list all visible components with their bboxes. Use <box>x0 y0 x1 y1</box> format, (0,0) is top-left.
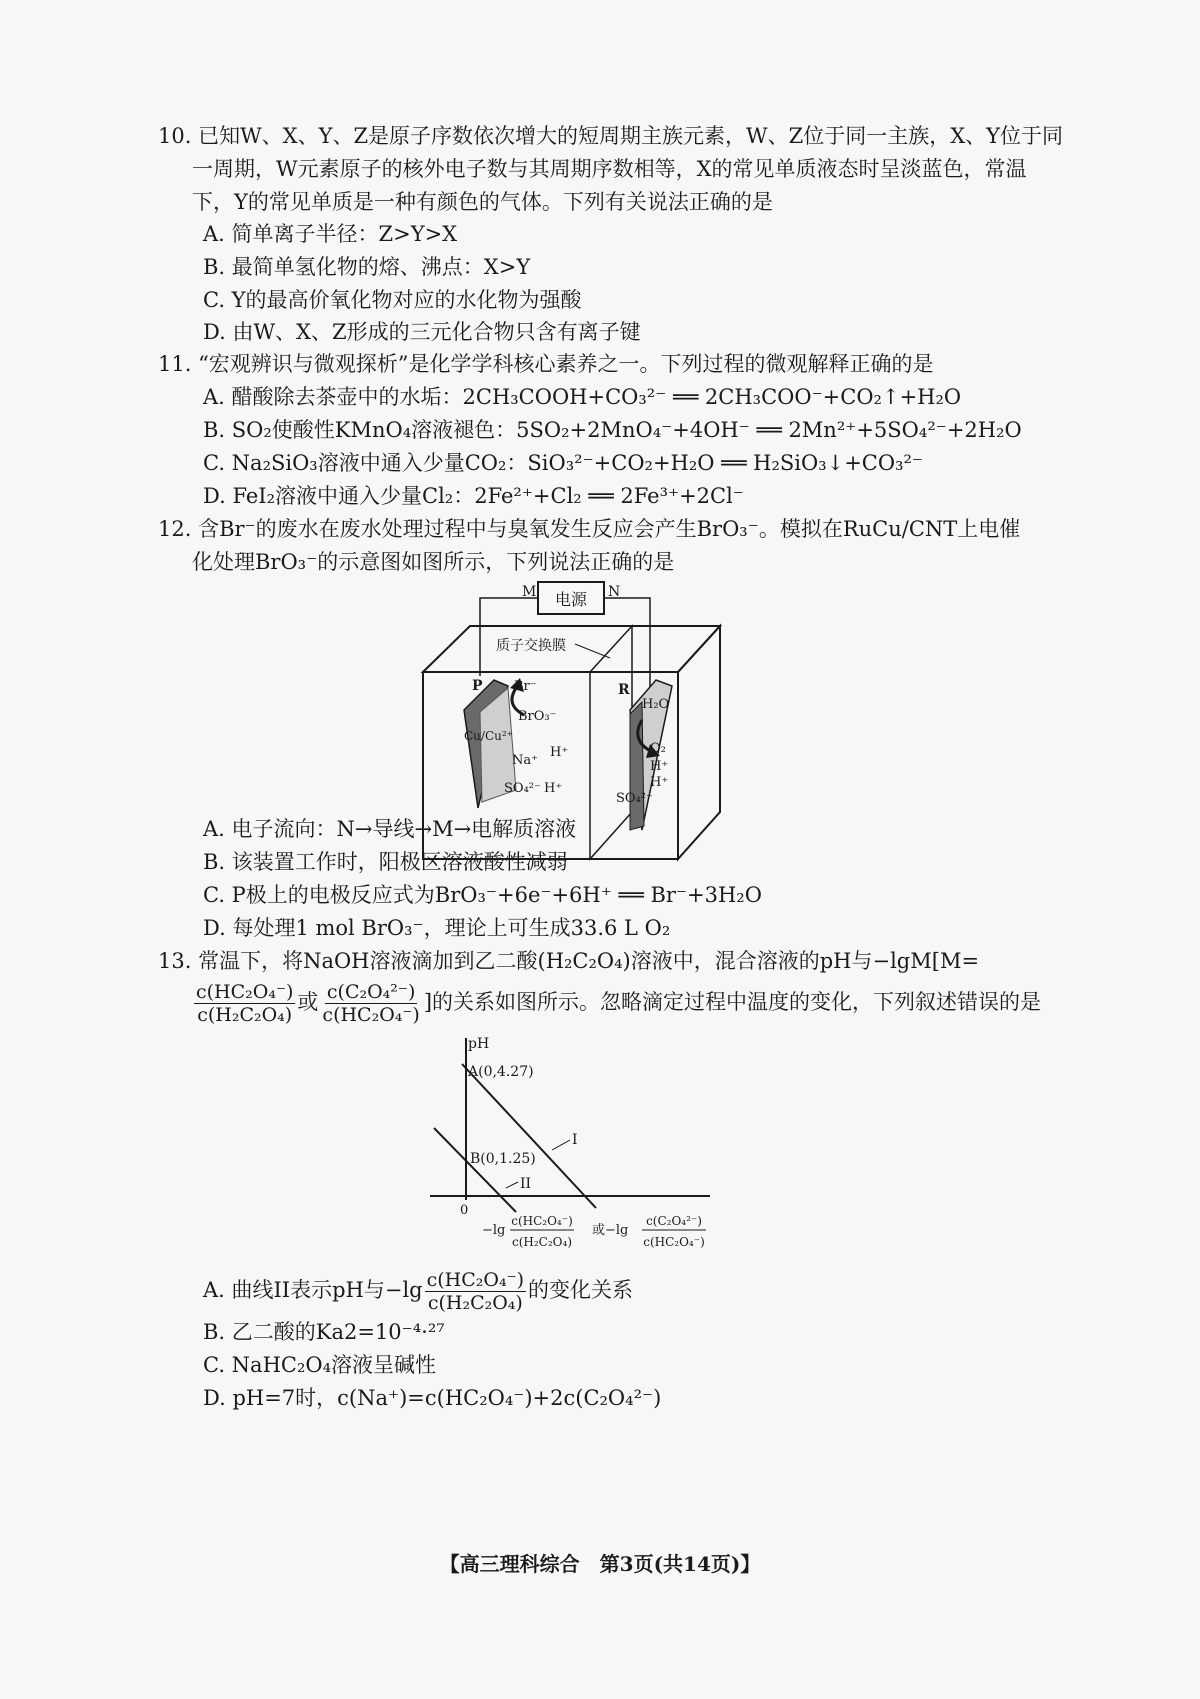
q11-option-d: D. FeI₂溶液中通入少量Cl₂：2Fe²⁺+Cl₂ ══ 2Fe³⁺+2Cl⁻ <box>203 484 744 508</box>
point-a-label: A(0,4.27) <box>468 1064 534 1080</box>
x-label-frac2-num: c(C₂O₄²⁻) <box>646 1214 702 1228</box>
species-so4-left: SO₄²⁻ <box>504 781 541 796</box>
q13-stem-line-2 <box>192 977 1041 1027</box>
x-label-or: 或−lg <box>592 1223 629 1238</box>
q13-option-a-suffix: 的变化关系 <box>528 1278 634 1302</box>
q13-stem-tail: ]的关系如图所示。忽略滴定过程中温度的变化，下列叙述错误的是 <box>423 990 1042 1014</box>
q12-option-d: D. 每处理1 mol BrO₃⁻，理论上可生成33.6 L O₂ <box>203 916 671 940</box>
proton-exchange-membrane <box>590 626 632 859</box>
q12-option-c: C. P极上的电极反应式为BrO₃⁻+6e⁻+6H⁺ ══ Br⁻+3H₂O <box>203 883 762 907</box>
q10-option-a: A. 简单离子半径：Z>Y>X <box>203 222 458 246</box>
page-footer: 【高三理科综合 第3页(共14页)】 <box>439 1552 761 1576</box>
q13-option-a-fraction <box>425 1269 526 1314</box>
terminal-n-label: N <box>608 584 621 600</box>
ratio-hc2o4-over-h2c2o4 <box>194 981 295 1026</box>
x-label-frac1-num: c(HC₂O₄⁻) <box>511 1214 573 1228</box>
or-text: 或 <box>297 990 319 1014</box>
terminal-m-label: M <box>522 584 537 600</box>
electrode-r-label: R <box>618 682 630 698</box>
cell-right-face <box>678 626 720 859</box>
point-b-label: B(0,1.25) <box>470 1151 536 1167</box>
q11-option-c: C. Na₂SiO₃溶液中通入少量CO₂：SiO₃²⁻+CO₂+H₂O ══ H₂SiO₃↓+CO₃²⁻ <box>203 451 924 475</box>
species-bro3: BrO₃⁻ <box>518 709 557 724</box>
species-br: Br⁻ <box>514 679 537 694</box>
cell-top-face <box>423 626 720 672</box>
species-o2: O₂ <box>650 741 666 756</box>
species-na: Na⁺ <box>512 753 538 768</box>
q10-stem-line-3: 下，Y的常见单质是一种有颜色的气体。下列有关说法正确的是 <box>192 190 773 214</box>
frac2-denominator: c(HC₂O₄⁻) <box>322 1004 420 1026</box>
q12-option-b: B. 该装置工作时，阳极区溶液酸性减弱 <box>203 850 568 874</box>
electrode-p-label: P <box>472 678 483 694</box>
species-so4-right: SO₄²⁻ <box>616 791 653 806</box>
species-h2o: H₂O <box>642 697 670 712</box>
q13-option-a <box>203 1268 633 1314</box>
frac1-numerator: c(HC₂O₄⁻) <box>196 981 294 1003</box>
frac2-numerator: c(C₂O₄²⁻) <box>326 981 416 1003</box>
q11-option-b: B. SO₂使酸性KMnO₄溶液褪色：5SO₂+2MnO₄⁻+4OH⁻ ══ 2Mn²⁺+5SO₄²⁻+2H₂O <box>203 418 1022 442</box>
x-label-prefix: −lg <box>482 1223 506 1238</box>
curve-ii-label: II <box>520 1176 532 1192</box>
ratio-c2o4-over-hc2o4 <box>320 981 421 1026</box>
q10-option-c: C. Y的最高价氧化物对应的水化物为强酸 <box>203 288 582 312</box>
y-axis-label: pH <box>468 1036 490 1052</box>
q13-option-c: C. NaHC₂O₄溶液呈碱性 <box>203 1353 436 1377</box>
catalyst-label: Cu/Cu²⁺ <box>464 729 514 743</box>
option-a-frac-denominator: c(H₂C₂O₄) <box>427 1292 523 1314</box>
origin-label: 0 <box>460 1203 469 1218</box>
curve-ii-pointer <box>506 1182 518 1188</box>
q10-option-b: B. 最简单氢化物的熔、沸点：X>Y <box>203 255 531 279</box>
option-a-frac-numerator: c(HC₂O₄⁻) <box>426 1269 525 1291</box>
x-label-frac1-den: c(H₂C₂O₄) <box>512 1235 572 1249</box>
curve-i-label: I <box>572 1132 578 1148</box>
x-label-frac2-den: c(HC₂O₄⁻) <box>643 1235 705 1249</box>
ph-graph <box>420 1032 750 1254</box>
power-source-label: 电源 <box>554 590 588 609</box>
wire-m <box>480 598 538 676</box>
membrane-label: 质子交换膜 <box>496 638 566 654</box>
species-h-right-1: H⁺ <box>650 759 669 774</box>
q13-option-a-prefix: A. 曲线II表示pH与−lg <box>203 1278 423 1302</box>
curve-i-pointer <box>552 1140 570 1150</box>
q12-option-a: A. 电子流向：N→导线→M→电解质溶液 <box>203 817 577 841</box>
q10-stem-line-2: 一周期，W元素原子的核外电子数与其周期序数相等，X的常见单质液态时呈淡蓝色，常温 <box>192 157 1027 181</box>
q13-option-d: D. pH=7时，c(Na⁺)=c(HC₂O₄⁻)+2c(C₂O₄²⁻) <box>203 1386 662 1410</box>
curve-ii <box>434 1128 516 1212</box>
q10-option-d: D. 由W、X、Z形成的三元化合物只含有离子键 <box>203 320 641 344</box>
frac1-denominator: c(H₂C₂O₄) <box>197 1004 293 1026</box>
q13-stem-line-1: 13. 常温下，将NaOH溶液滴加到乙二酸(H₂C₂O₄)溶液中，混合溶液的pH与−lgM[M= <box>158 949 980 973</box>
q10-stem-line-1: 10. 已知W、X、Y、Z是原子序数依次增大的短周期主族元素，W、Z位于同一主族，X、Y位于同 <box>158 124 1064 148</box>
wire-n <box>604 598 650 690</box>
species-h-right-2: H⁺ <box>650 775 669 790</box>
q13-option-b: B. 乙二酸的Ka2=10⁻⁴·²⁷ <box>203 1320 445 1344</box>
membrane-pointer <box>575 644 610 658</box>
q12-stem-line-2: 化处理BrO₃⁻的示意图如图所示，下列说法正确的是 <box>192 550 675 574</box>
q11-stem: 11. “宏观辨识与微观探析”是化学学科核心素养之一。下列过程的微观解释正确的是 <box>158 352 934 376</box>
species-h-left-1: H⁺ <box>550 745 569 760</box>
q12-stem-line-1: 12. 含Br⁻的废水在废水处理过程中与臭氧发生反应会产生BrO₃⁻。模拟在RuCu/CNT上电催 <box>158 517 1021 541</box>
species-h-left-2: H⁺ <box>544 781 563 796</box>
q11-option-a: A. 醋酸除去茶壶中的水垢：2CH₃COOH+CO₃²⁻ ══ 2CH₃COO⁻+CO₂↑+H₂O <box>203 385 962 409</box>
